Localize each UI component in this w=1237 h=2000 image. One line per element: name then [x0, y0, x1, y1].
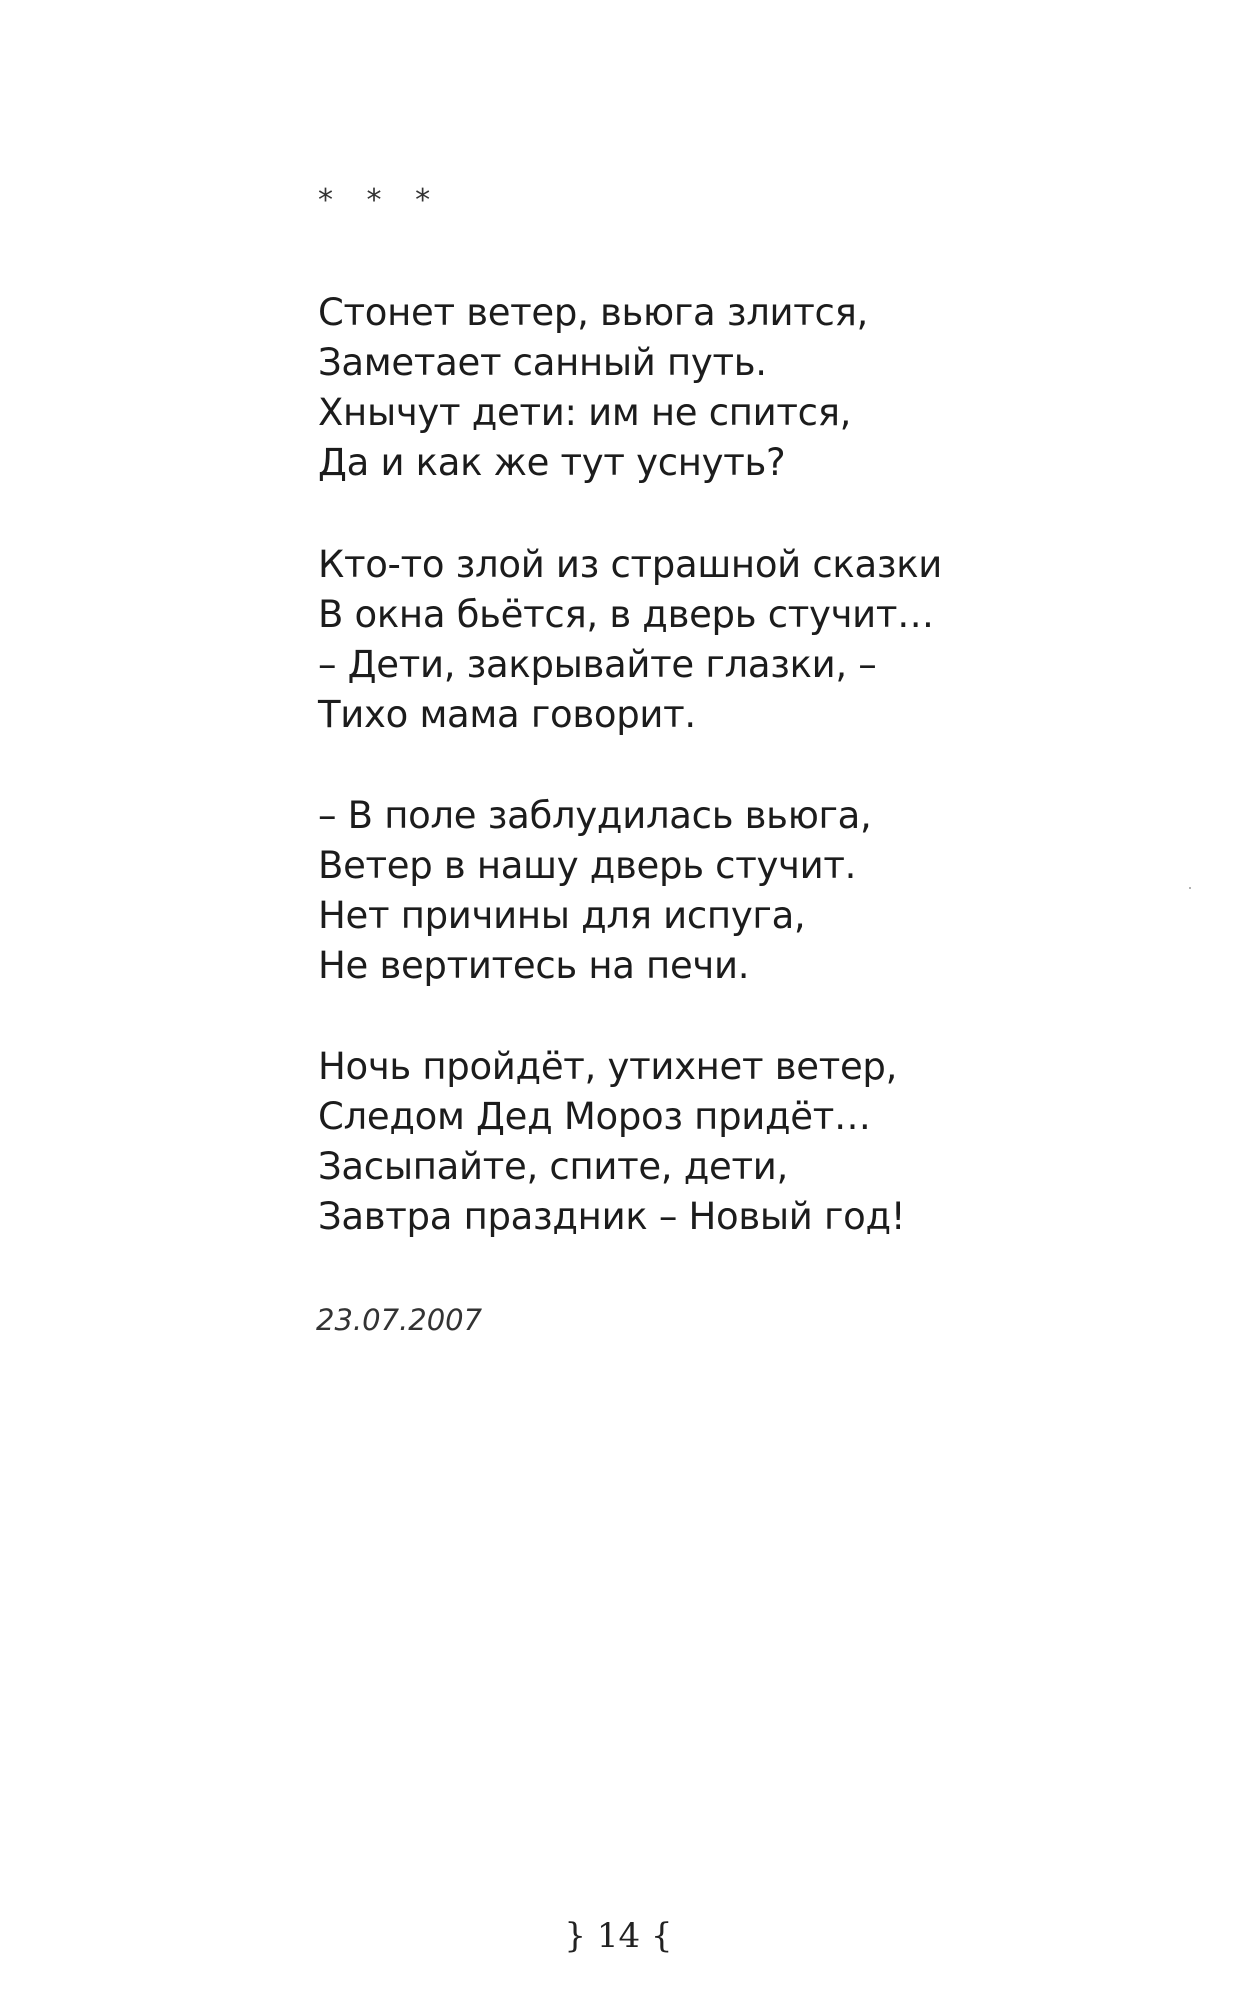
poem-line: Нет причины для испуга, — [318, 894, 806, 937]
page-number: } 14 { — [564, 1916, 673, 1956]
scan-speck — [1189, 887, 1191, 889]
poem-date: 23.07.2007 — [316, 1303, 483, 1337]
poem-line: – В поле заблудилась вьюга, — [318, 794, 872, 837]
poem-line: Засыпайте, спите, дети, — [318, 1145, 788, 1188]
poem-line: В окна бьётся, в дверь стучит… — [318, 593, 934, 636]
poem-line: Следом Дед Мороз придёт… — [318, 1095, 871, 1138]
stanza-2 — [318, 540, 942, 740]
poem-line: Завтра праздник – Новый год! — [318, 1195, 906, 1238]
poem-line: – Дети, закрывайте глазки, – — [318, 643, 877, 686]
stanza-separator: * * * — [318, 183, 443, 218]
stanza-1 — [318, 288, 868, 488]
poem-line: Не вертитесь на печи. — [318, 944, 750, 987]
stanza-3 — [318, 791, 872, 991]
poem-line: Кто-то злой из страшной сказки — [318, 543, 942, 586]
poem-line: Заметает санный путь. — [318, 341, 767, 384]
poem-line: Да и как же тут уснуть? — [318, 441, 786, 484]
poem-line: Ветер в нашу дверь стучит. — [318, 844, 857, 887]
stanza-4 — [318, 1042, 905, 1242]
poem-line: Хнычут дети: им не спится, — [318, 391, 852, 434]
poem-line: Ночь пройдёт, утихнет ветер, — [318, 1045, 898, 1088]
poem-line: Тихо мама говорит. — [318, 693, 696, 736]
poem-line: Стонет ветер, вьюга злится, — [318, 291, 869, 334]
